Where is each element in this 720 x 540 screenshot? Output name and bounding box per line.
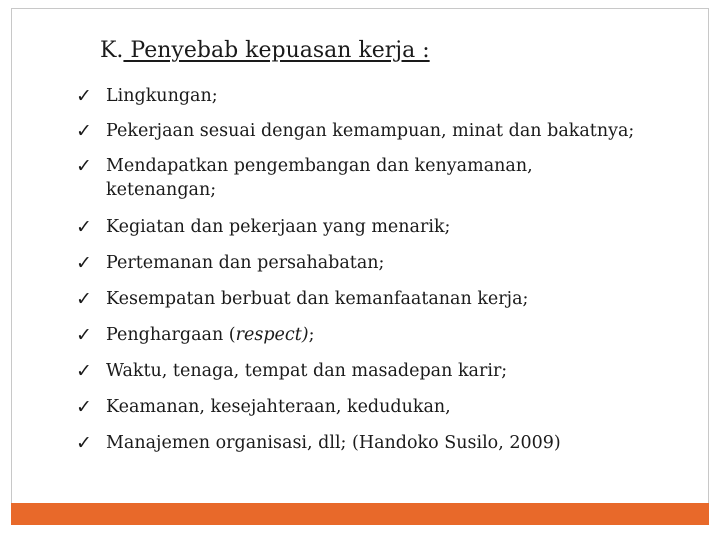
checkmark-icon: ✓ (76, 155, 92, 177)
list-item-text: Pekerjaan sesuai dengan kemampuan, minat dan bakatnya; (106, 121, 635, 141)
title-prefix: K. (100, 38, 124, 63)
checkmark-icon: ✓ (76, 324, 92, 346)
accent-bar (11, 503, 709, 525)
list-item-text: Keamanan, kesejahteraan, kedudukan, (106, 397, 451, 417)
list-item (76, 215, 716, 239)
list-item (76, 119, 716, 143)
list-item-text: Mendapatkan pengembangan dan kenyamanan, ketenangan; (106, 156, 533, 200)
list-item-text: Manajemen organisasi, dll; (Handoko Susilo, 2009) (106, 433, 561, 453)
list-item-text (106, 323, 716, 347)
list-item (76, 84, 716, 108)
list-item-text: Kegiatan dan pekerjaan yang menarik; (106, 217, 451, 237)
list-item (76, 287, 716, 311)
list-item-text-part: ; (308, 325, 315, 345)
list-item (76, 251, 716, 275)
list-item-text: Pertemanan dan persahabatan; (106, 253, 385, 273)
slide-title (100, 38, 430, 63)
list-item (76, 154, 716, 202)
checkmark-icon: ✓ (76, 396, 92, 418)
list-item-text: Lingkungan; (106, 86, 218, 106)
checkmark-icon: ✓ (76, 252, 92, 274)
checkmark-icon: ✓ (76, 360, 92, 382)
list-item (76, 395, 716, 419)
list-item-text: Kesempatan berbuat dan kemanfaatanan kerja; (106, 289, 529, 309)
checkmark-icon: ✓ (76, 120, 92, 142)
list-item-text-italic: respect) (235, 325, 309, 345)
title-label: Penyebab kepuasan kerja : (123, 38, 430, 63)
list-item-text: Waktu, tenaga, tempat dan masadepan karir; (106, 361, 508, 381)
list-item-text-part: Penghargaan ( (106, 325, 236, 345)
list-item (76, 359, 716, 383)
checkmark-icon: ✓ (76, 288, 92, 310)
checklist (76, 84, 716, 455)
list-item (76, 431, 716, 455)
checkmark-icon: ✓ (76, 85, 92, 107)
list-item (76, 323, 716, 347)
checkmark-icon: ✓ (76, 432, 92, 454)
checkmark-icon: ✓ (76, 216, 92, 238)
